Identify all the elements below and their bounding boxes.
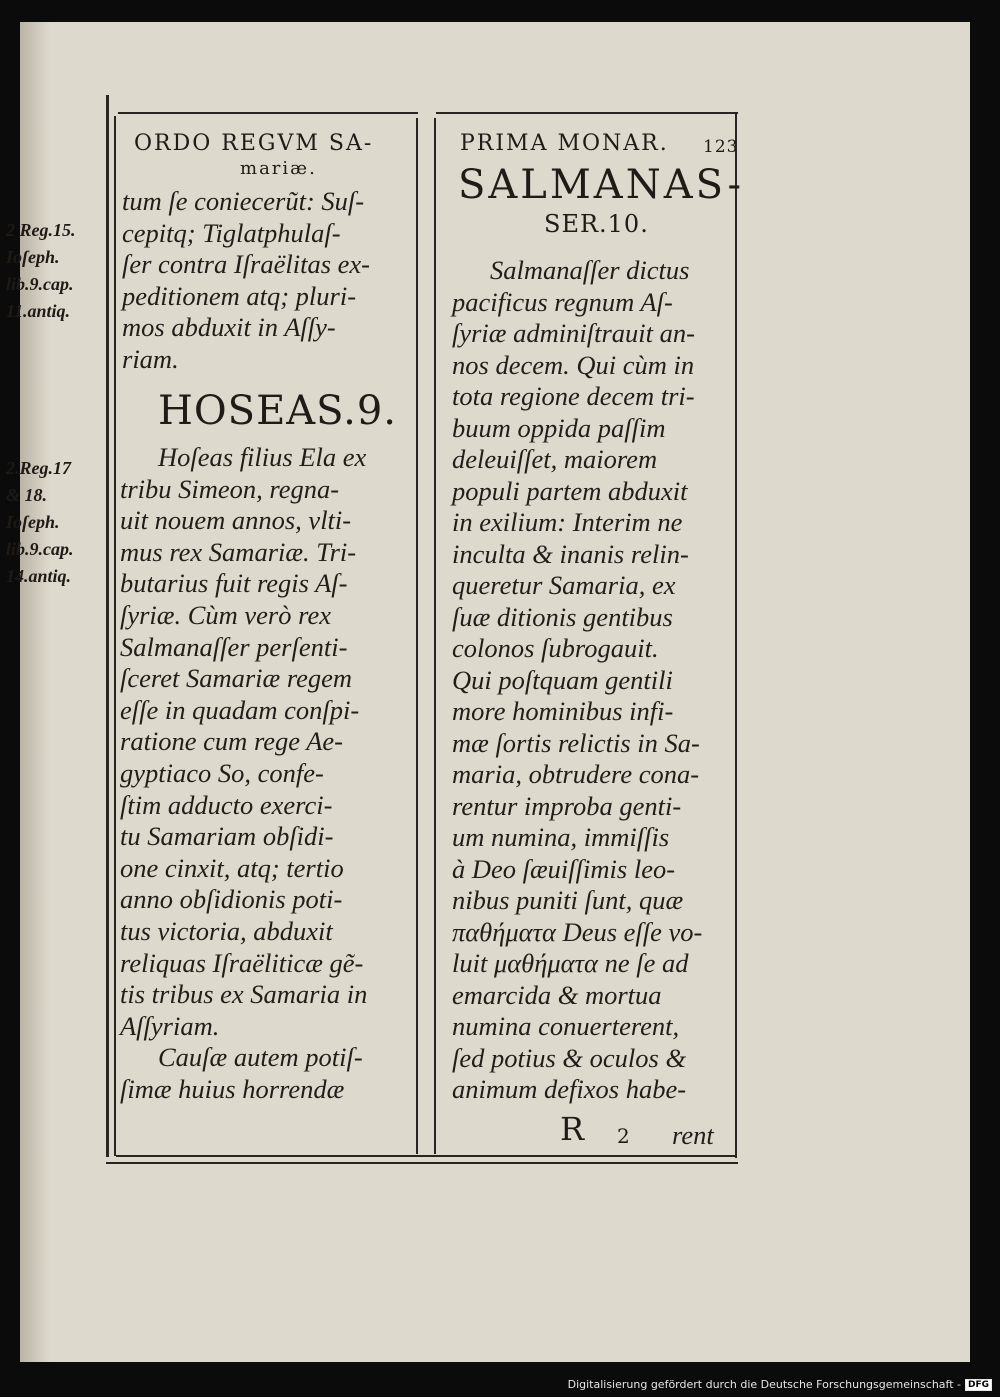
signature-mark: R [560,1110,586,1148]
text-line: maria, obtrudere cona- [452,759,700,789]
left-section-title: HOSEAS.9. [158,388,398,434]
text-line: deleuiſſet, maiorem [452,444,658,474]
text-line: ſyriæ adminiſtrauit an- [452,318,695,348]
footer-text: Digitalisierung gefördert durch die Deutsche Forschungsgemeinschaft - [567,1378,961,1391]
text-line: rentur improba genti- [452,790,682,821]
text-line: à Deo ſæuiſſimis leo- [452,853,676,884]
frame-rule-left-inner [114,116,116,1156]
text-line: populi partem abduxit [452,475,688,506]
text-line: uit nouem annos, vlti- [120,505,352,536]
text-line: more hominibus infi- [452,696,674,726]
right-section-title-line-1: SALMANAS- [458,162,744,208]
text-line: um numina, immiſſis [452,822,670,852]
margin-note-line: 11.antiq. [6,301,71,321]
text-line: Salmanaſſer perſenti- [120,631,348,662]
frame-rule-column-divider-right [434,118,436,1154]
text-line: ratione cum rege Ae- [120,726,343,757]
margin-note-line: 2.Reg.17 [6,458,71,478]
text-line: tum ſe coniecerũt: Suſ- [122,186,365,216]
margin-note-line: lib.9.cap. [6,539,74,559]
text-line: nos decem. Qui cùm in [452,349,695,380]
text-line: παθήματα Deus eſſe vo- [452,916,703,947]
text-line: tis tribus ex Samaria in [120,979,368,1010]
text-line: ſer contra Iſraëlitas ex- [122,249,371,280]
text-line: Aſſyriam. [120,1010,220,1041]
catchword: rent [672,1120,714,1150]
text-line: one cinxit, atq; tertio [120,852,344,883]
text-line: colonos ſubrogauit. [452,633,659,663]
left-running-header-line-2: mariæ. [240,158,317,179]
margin-note-line: 2 Reg.15. [6,220,76,240]
text-line: mos abduxit in Aſſy- [122,312,336,343]
text-line: ſimæ huius horrendæ [120,1074,345,1104]
text-line: animum defixos habe- [452,1074,687,1104]
text-line: Qui poſtquam gentili [452,664,673,695]
text-line: cepitq; Tiglatphulaſ- [122,217,341,248]
right-section-title-line-2: SER.10. [544,210,649,238]
text-line: ſed potius & oculos & [452,1042,687,1073]
text-line: butarius fuit regis Aſ- [120,568,348,599]
frame-rule-left-outer [106,95,109,1157]
right-running-header: PRIMA MONAR. [460,131,669,156]
text-line: tota regione decem tri- [452,381,695,411]
text-line: mus rex Samariæ. Tri- [120,536,357,567]
frame-rule-bottom-1 [116,1155,736,1157]
text-line: ſtim adducto exerci- [120,789,333,820]
text-line: ſceret Samariæ regem [120,663,353,694]
page-number: 123 [703,137,739,157]
left-running-header-line-1: ORDO REGVM SA- [134,131,374,156]
signature-number: 2 [617,1124,631,1148]
text-line: reliquas Iſraëliticæ gẽ- [120,947,364,978]
text-line: tribu Simeon, regna- [120,473,340,504]
frame-rule-top-left [118,112,418,114]
footer-credit [568,1378,992,1391]
frame-rule-column-divider-left [416,118,418,1154]
text-line: tus victoria, abduxit [120,916,333,946]
text-line: Hoſeas filius Ela ex [158,442,367,472]
frame-rule-top-right [436,112,738,114]
text-line: tu Samariam obſidi- [120,821,334,852]
text-line: ſyriæ. Cùm verò rex [120,600,331,630]
margin-note-line: & 18. [6,485,48,505]
text-line: Salmanaſſer dictus [490,255,690,285]
text-line: eſſe in quadam conſpi- [120,694,360,725]
text-line: emarcida & mortua [452,979,662,1010]
text-line: ſuæ ditionis gentibus [452,601,673,632]
margin-note-line: Ioſeph. [6,512,60,532]
text-line: buum oppida paſſim [452,412,666,443]
text-line: queretur Samaria, ex [452,570,676,600]
text-line: pacificus regnum Aſ- [452,286,673,317]
margin-note-line: lib.9.cap. [6,274,74,294]
margin-note-line: 14.antiq. [6,566,72,586]
text-line: mæ ſortis relictis in Sa- [452,727,700,758]
text-line: gyptiaco So, confe- [120,758,324,788]
text-line: nibus puniti ſunt, quæ [452,885,684,915]
text-line: Cauſæ autem potiſ- [158,1042,363,1073]
text-line: inculta & inanis relin- [452,538,689,569]
frame-rule-right [735,112,737,1158]
text-line: anno obſidionis poti- [120,884,343,915]
text-line: peditionem atq; pluri- [122,280,357,311]
text-line: numina conuerterent, [452,1011,680,1041]
text-line: luit μαθήματα ne ſe ad [452,948,689,978]
text-line: riam. [122,344,179,374]
dfg-logo: DFG [965,1379,992,1391]
margin-note-line: Ioſeph. [6,247,60,267]
frame-rule-bottom-2 [106,1162,738,1164]
text-line: in exilium: Interim ne [452,507,683,537]
